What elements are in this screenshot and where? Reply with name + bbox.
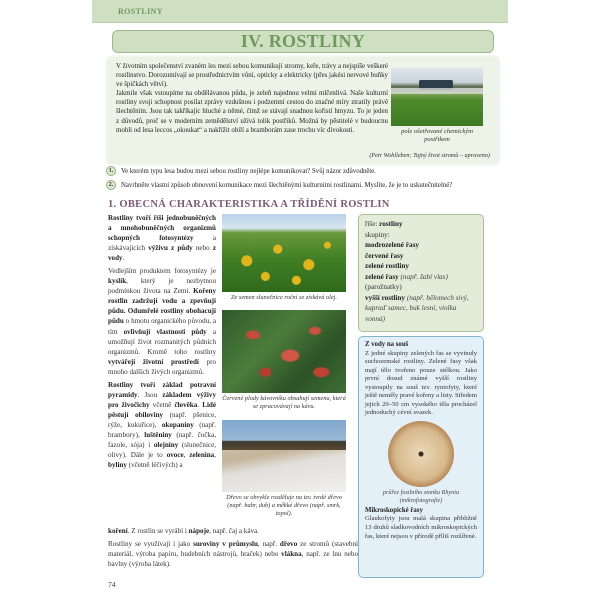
question-number-badge: 1. [106, 166, 116, 176]
body-column [108, 213, 216, 473]
info-box [358, 336, 484, 578]
textbook-page [92, 0, 508, 600]
info-box-text: Z jedné skupiny zelených řas se vyvinuly suchozemské rostliny. Zelené řasy však mají tělo tvořeno pouze stélkou. Jako první dosud známé vyšší rostliny vystoupily na souš tzv. ryniofyty, které ještě neměly pravé kořeny a listy. Středem jejich 20–50 cm vysokého těla procházel jednoduchý cévní svazek. [365, 349, 477, 417]
body-paragraph: koření. Z rostlin se vyrábí i nápoje, např. čaj a káva. [108, 527, 259, 535]
question-text: Navrhněte vlastní způsob obnovení komunikace mezi šlechtěnými kulturními rostlinami. Myslíte, že je to uskutečnitelné? [121, 181, 453, 189]
sunflower-field-photo [222, 214, 346, 292]
running-header [92, 0, 508, 23]
wood-caption: Dřevo se obvykle rozděluje na tzv. tvrdé dřevo (např. habr, dub) a měkké dřevo (např. smrk, topol). [226, 494, 342, 517]
timber-logs-photo [222, 420, 346, 492]
body-paragraph: Rostliny tvoří základ potravní pyramidy. Jsou základem výživy pro živočichy včetně člověka. Lidé pěstují obiloviny (např. pšenice, rýže, kukuřice), okopaniny (např. brambory), luštěniny (např. čočka, fazole, sója) i olejniny (slunečnice, olivy). Dále je to ovoce, zelenina, byliny (včetně léčivých) a [108, 380, 217, 470]
chapter-title: IV. ROSTLINY [240, 31, 366, 51]
info-box-title: Mikroskopické řasy [365, 506, 423, 514]
intro-paragraph-1: V životním společenství zvaném les mezi sebou komunikují stromy, keře, trávy a nejspíše veškeré rostlinstvo. Dorozumívají se prostřednictvím vůní, opticky a elektricky (přes jakési nervové buňky ve špičkách větví). [116, 63, 388, 89]
question-number-badge: 2. [106, 180, 116, 190]
question-item [106, 164, 498, 178]
page-number: 74 [108, 580, 116, 589]
intro-box [108, 58, 498, 163]
spray-mist [391, 88, 483, 94]
info-box-text: Glaukofyty jsou malá skupina přibližně 13 druhů sladkovodních mikroskopických řas, které nejsou v přírodě příliš rozšířené. [365, 515, 477, 540]
taxonomy-box: říše: rostliny skupiny: modrozelené řasy červené řasy zelené rostliny zelené řasy (např. žabí vlas) (parožnatky) vyšší rostliny (např. bělomech sivý, kapraď samec, buk lesní, violka vonná) [358, 214, 484, 332]
sunflower-caption: Ze semen slunečnice roční se získává olej. [231, 294, 337, 301]
questions-list [106, 164, 498, 192]
info-box-title: Z vody na souš [365, 341, 409, 348]
running-header-label: ROSTLINY [118, 7, 163, 16]
section-title: 1. OBECNÁ CHARAKTERISTIKA A TŘÍDĚNÍ ROSTLIN [108, 199, 390, 210]
fossil-caption: průřez fosilního stonku Rhynia (mikrofotografie) [382, 488, 460, 504]
body-paragraph: Rostliny tvoří říši jednobuněčných a mnohobuněčných organizmů schopných fotosyntézy a získávajících výživu z půdy nebo z vody. [108, 214, 216, 263]
intro-photo-caption: pole ošetřované chemickým postřikem [401, 128, 473, 143]
tractor-spraying-photo [391, 68, 483, 126]
question-item [106, 178, 498, 192]
intro-text [116, 62, 388, 135]
coffee-caption: Červené plody kávovníku obsahují semena, která se zpracovávají na kávu. [222, 395, 346, 410]
intro-paragraph-2: Jakmile však vstoupíme na obdělávanou půdu, je zeleň najednou velmi mlčenlivá. Naše kulturní rostliny svoji schopnost posílat zprávy vzdušnou i podzemní cestou do značné míry ztratily právě šlechtěním. Jsou tak takříkajíc hluché a němé, čímž se stávají snadnou kořistí hmyzu. To je jeden z důvodů, proč se v moderním zemědělství užívá tolik postřiků. Možná by pěstitelé v budoucnu mohli od lesa leccos „okoukat“ a nakřížit obilí a bramborám zase trochu víc divokosti. [116, 90, 388, 134]
body-paragraph: Vedlejším produktem fotosyntézy je kyslík, který je nezbytnou podmínkou života na Zemi. Kořeny rostlin zadržují vodu a zpevňují půdu. Odumřelé rostliny obohacují půdu o hmotu organického původu, a tím ovlivňují vlastnosti půdy a umožňují život rozmanitých půdních organizmů. Kromě toho rostliny vytvářejí životní prostředí pro mnoho dalších živých organizmů. [108, 267, 216, 376]
body-wide-text [108, 527, 358, 569]
fossil-stem-micrograph [388, 421, 454, 487]
coffee-plant-photo [222, 310, 346, 393]
body-paragraph: Rostliny se využívají i jako suroviny v průmyslu, např. dřevo ze stromů (stavební materiál, výroba papíru, hudebních nástrojů, hraček) nebo vlákna, např. ze lnu nebo bavlny (výroba látek). [108, 540, 358, 569]
intro-source: (Petr Wohlleben; Tajný život stromů – upraveno) [369, 152, 490, 159]
question-text: Ve kterém typu lesa budou mezi sebou rostliny nejlépe komunikovat? Svůj názor zdůvodněte. [121, 167, 377, 175]
chapter-title-banner [112, 30, 494, 53]
